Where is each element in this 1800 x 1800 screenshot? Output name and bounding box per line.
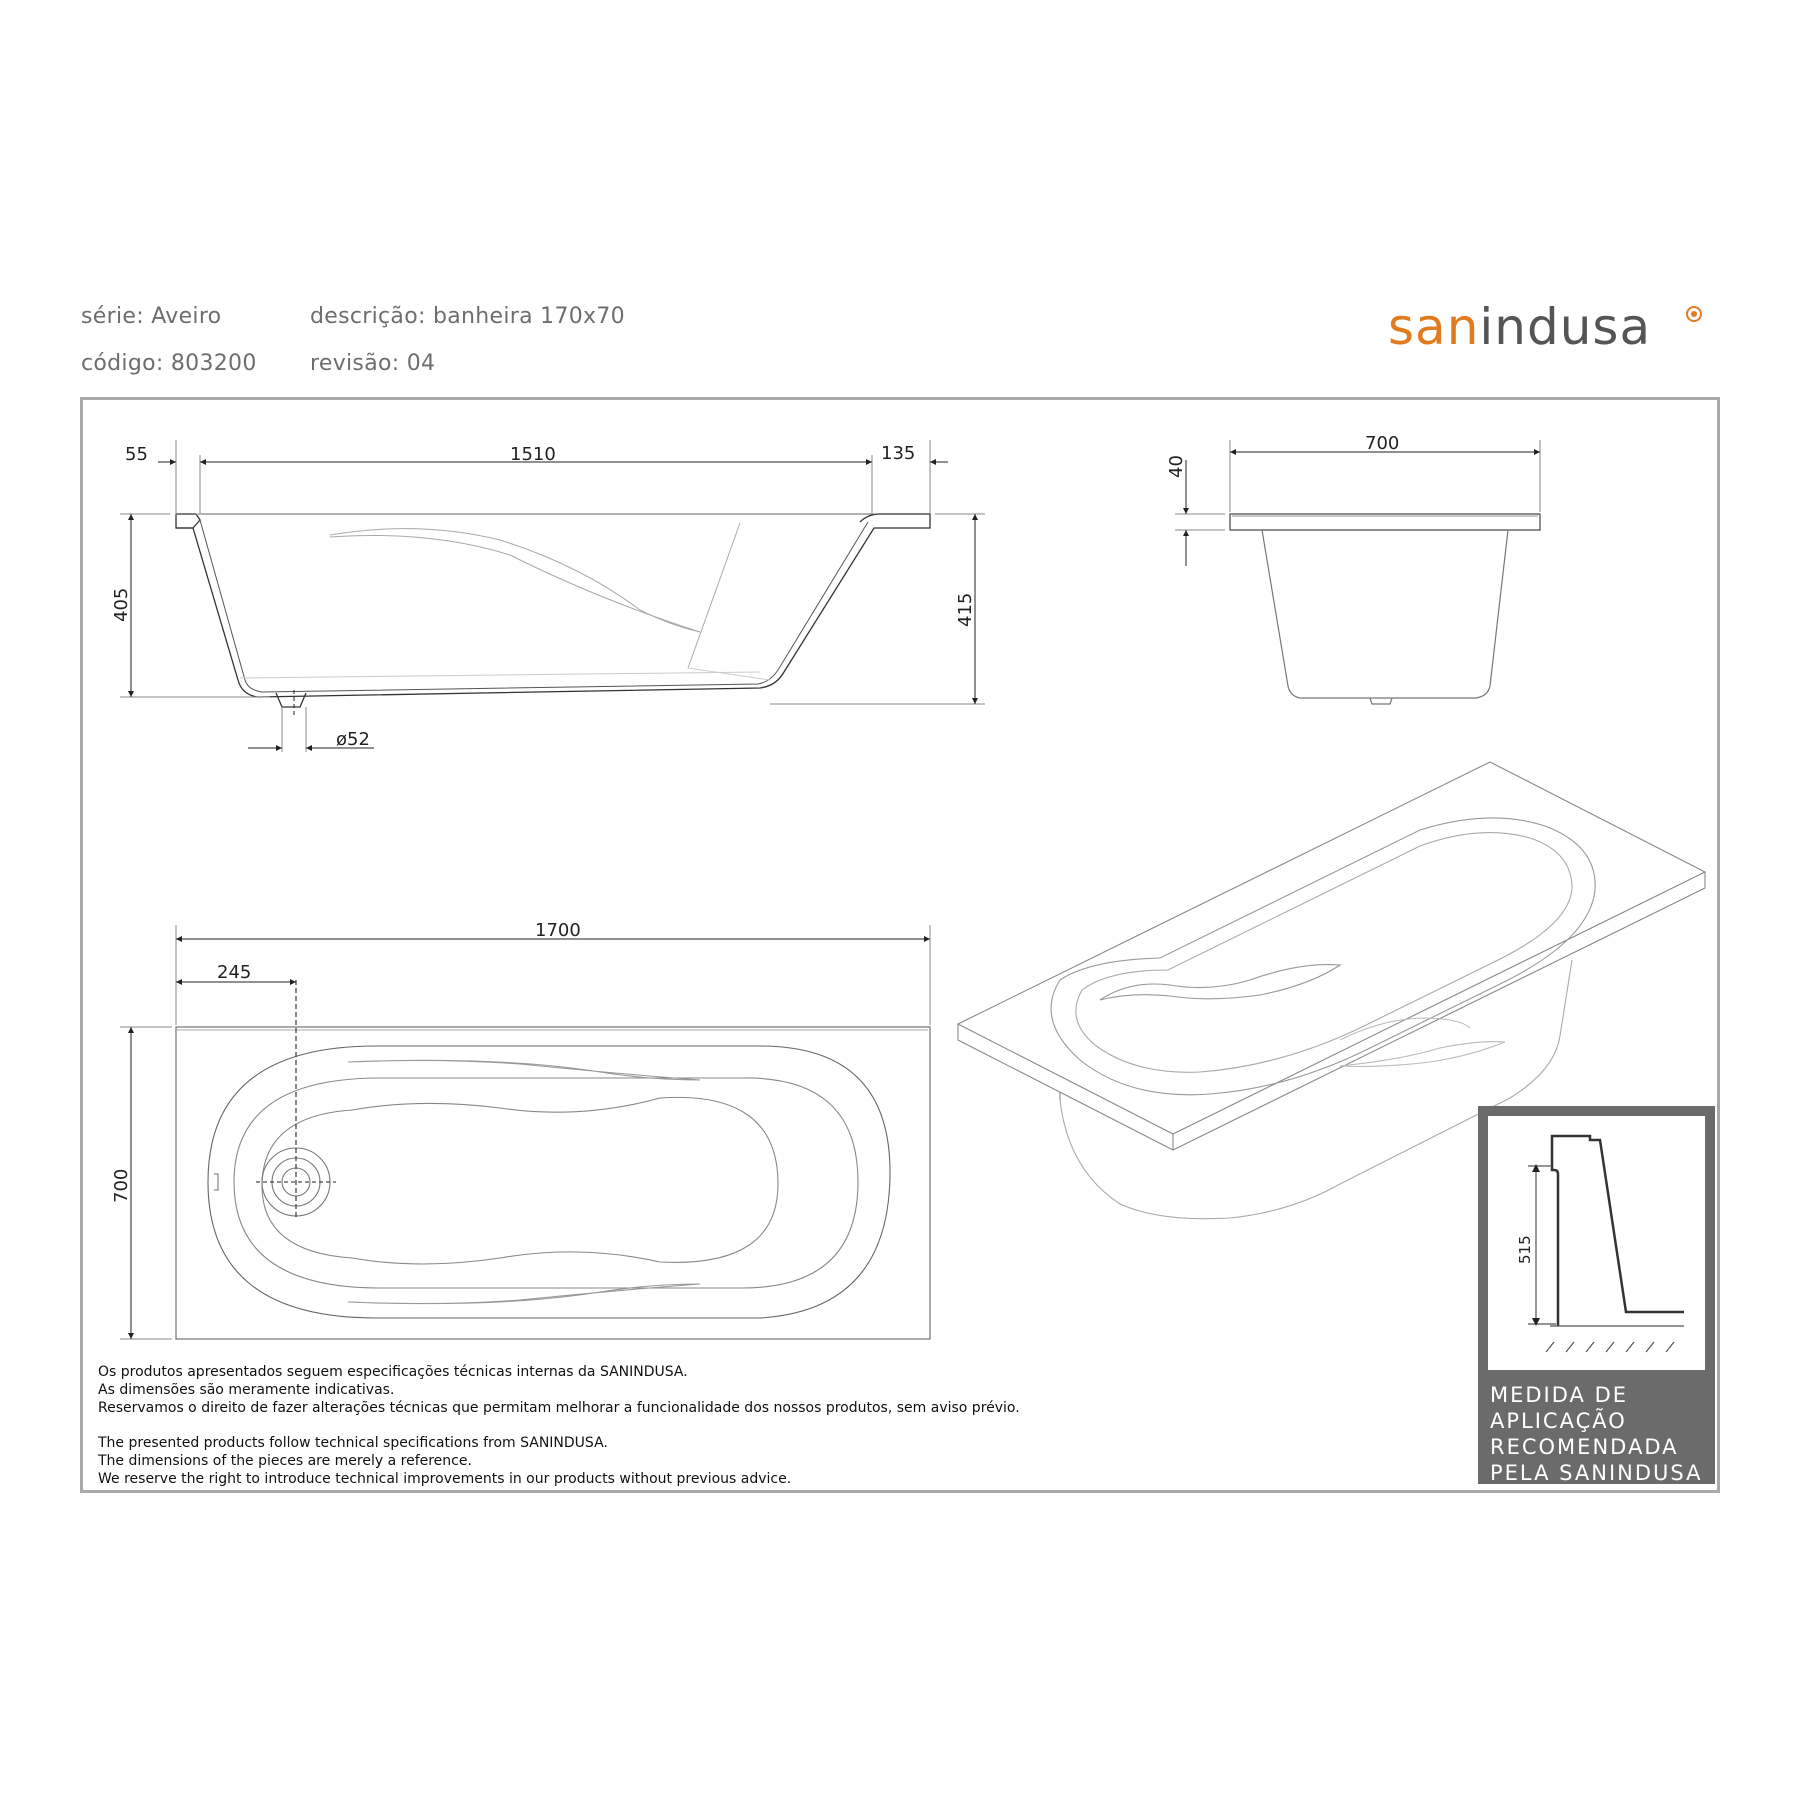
recommended-measure-panel (1478, 1106, 1715, 1484)
dim-700-height: 700 (111, 1168, 132, 1203)
note-pt-1: Os produtos apresentados seguem especificações técnicas internas da SANINDUSA. (98, 1364, 688, 1380)
rec-line-2: APLICAÇÃO (1490, 1409, 1627, 1433)
dim-135: 135 (881, 443, 916, 464)
serie-label: série: Aveiro (81, 304, 222, 329)
dim-1510: 1510 (510, 444, 556, 465)
revisao-label: revisão: 04 (310, 351, 436, 376)
dim-55: 55 (125, 444, 148, 465)
codigo-label: código: 803200 (81, 351, 257, 376)
side-view-dimensions (120, 440, 985, 752)
note-en-1: The presented products follow technical specifications from SANINDUSA. (98, 1435, 608, 1451)
note-en-2: The dimensions of the pieces are merely a reference. (98, 1453, 472, 1469)
dim-405: 405 (111, 587, 132, 622)
end-view-dimensions (1175, 440, 1540, 566)
recommended-measure-diagram (1488, 1116, 1705, 1370)
dim-700-width: 700 (1365, 433, 1400, 454)
install-section-icon (1488, 1116, 1705, 1370)
note-en-3: We reserve the right to introduce technical improvements in our products without previous advice. (98, 1471, 792, 1487)
dim-drain-diameter: ø52 (336, 729, 370, 750)
end-view (1230, 514, 1540, 704)
note-pt-2: As dimensões são meramente indicativas. (98, 1382, 395, 1398)
dim-415: 415 (955, 592, 976, 627)
dim-1700: 1700 (535, 920, 581, 941)
dim-515: 515 (1516, 1235, 1534, 1264)
recommended-measure-label (1490, 1382, 1702, 1486)
rec-line-3: RECOMENDADA (1490, 1435, 1679, 1459)
rec-line-1: MEDIDA DE (1490, 1383, 1629, 1407)
logo-part-san: san (1388, 298, 1480, 356)
logo-part-indusa: indusa (1479, 298, 1652, 356)
note-pt-3: Reservamos o direito de fazer alterações técnicas que permitam melhorar a funcionalidade dos nossos produtos, sem aviso prévio. (98, 1400, 1020, 1416)
descricao-label: descrição: banheira 170x70 (310, 304, 625, 329)
dim-40: 40 (1166, 455, 1187, 478)
dim-245: 245 (217, 962, 252, 983)
side-view (176, 514, 930, 707)
top-view (176, 980, 930, 1339)
rec-line-4: PELA SANINDUSA (1490, 1461, 1703, 1485)
